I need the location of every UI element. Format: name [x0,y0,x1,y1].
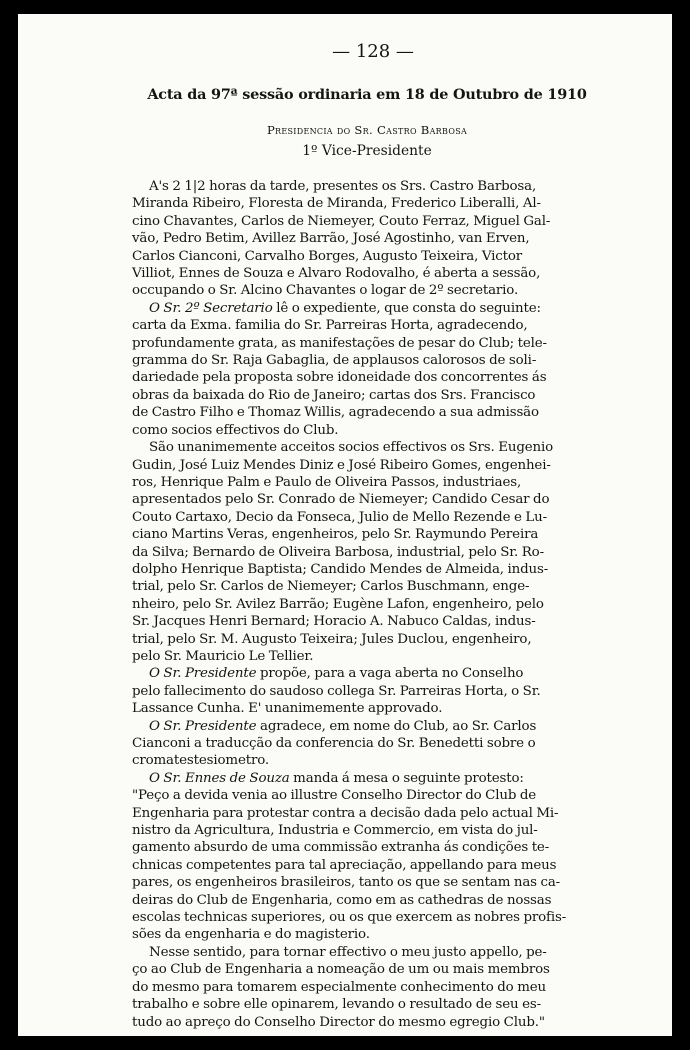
text-segment: gamento absurdo de uma commissão extranha ás condições te- [132,840,550,856]
text-segment: Carlos Cianconi, Carvalho Borges, Augusto Teixeira, Victor [132,248,522,264]
text-segment: dariedade pela proposta sobre idoneidade dos concorrentes ás [132,370,547,386]
text-segment: Engenharia para protestar contra a decisão dada pelo actual Mi- [132,805,559,821]
text-line [132,439,602,456]
minutes-body [132,178,602,1031]
text-line [132,996,602,1013]
text-segment: de Castro Filho e Thomaz Willis, agradecendo a sua admissão [132,405,539,421]
text-segment: Lassance Cunha. E' unanimemente approvado. [132,701,443,717]
text-segment: vão, Pedro Betim, Avillez Barrão, José Agostinho, van Erven, [132,231,530,247]
text-line [132,770,602,787]
text-line [132,665,602,682]
text-line [132,613,602,630]
text-line [132,491,602,508]
text-line [132,265,602,282]
text-segment: Couto Cartaxo, Decio da Fonseca, Julio de Mello Rezende e Lu- [132,509,547,525]
text-line [132,961,602,978]
minutes-title: Acta da 97ª sessão ordinaria em 18 de Outubro de 1910 [147,86,587,103]
text-segment: trial, pelo Sr. Carlos de Niemeyer; Carlos Buschmann, enge- [132,579,530,595]
text-line [132,369,602,386]
text-line [132,822,602,839]
speaker-name: O Sr. Presidente [149,666,257,682]
text-segment: como socios effectivos do Club. [132,422,339,438]
text-segment: Nesse sentido, para tornar effectivo o meu justo appello, pe- [149,944,547,960]
text-segment: ros, Henrique Palm e Paulo de Oliveira Passos, industriaes, [132,474,522,490]
text-line [132,631,602,648]
text-line [132,195,602,212]
text-line [132,213,602,230]
text-line [132,944,602,961]
text-segment: gramma do Sr. Raja Gabaglia, de applausos calorosos de soli- [132,353,537,369]
text-line [132,526,602,543]
text-line [132,300,602,317]
text-segment: trabalho e sobre elle opinarem, levando o resultado de seu es- [132,997,541,1013]
text-segment: dolpho Henrique Baptista; Candido Mendes de Almeida, indus- [132,561,549,577]
text-line [132,474,602,491]
speaker-name: O Sr. Presidente [149,718,257,734]
text-segment: nheiro, pelo Sr. Avilez Barrão; Eugène Lafon, engenheiro, pelo [132,596,544,612]
text-line [132,248,602,265]
text-segment: escolas technicas superiores, ou os que exercem as nobres profis- [132,910,567,926]
text-line [132,805,602,822]
text-line [132,892,602,909]
text-line [132,509,602,526]
speaker-name: O Sr. 2º Secretario [149,300,273,316]
text-segment: Villiot, Ennes de Souza e Alvaro Rodovalho, é aberta a sessão, [132,266,541,282]
text-segment: A's 2 1|2 horas da tarde, presentes os Srs. Castro Barbosa, [149,179,537,194]
text-segment: Gudin, José Luiz Mendes Diniz e José Ribeiro Gomes, engenhei- [132,457,551,473]
text-segment: agradece, em nome do Club, ao Sr. Carlos [256,718,537,734]
text-segment: chnicas competentes para tal apreciação, appellando para meus [132,857,557,873]
text-line [132,317,602,334]
text-segment: Cianconi a traducção da conferencia do Sr. Benedetti sobre o [132,736,536,751]
text-segment: trial, pelo Sr. M. Augusto Teixeira; Jules Duclou, engenheiro, [132,631,532,647]
text-line [132,457,602,474]
text-line [132,787,602,804]
text-line [132,178,602,195]
text-segment: profundamente grata, as manifestações de pesar do Club; tele- [132,335,547,351]
text-segment: nistro da Agricultura, Industria e Commercio, em vista do jul- [132,823,538,839]
text-block [132,42,602,1031]
text-segment: occupando o Sr. Alcino Chavantes o logar de 2º secretario. [132,283,519,299]
text-segment: tudo ao apreço do Conselho Director do mesmo egregio Club." [132,1014,545,1030]
text-line [132,230,602,247]
text-segment: cino Chavantes, Carlos de Niemeyer, Couto Ferraz, Miguel Gal- [132,213,551,229]
text-line [132,404,602,421]
presidency-line: Presidencia do Sr. Castro Barbosa [266,123,468,137]
text-segment: lê o expediente, que consta do seguinte: [272,300,541,316]
text-line [132,387,602,404]
text-line [132,839,602,856]
vice-president-line: 1º Vice-Presidente [302,143,432,159]
text-segment: do mesmo para tomarem especialmente conhecimento do meu [132,979,546,995]
text-line [132,909,602,926]
speaker-name: O Sr. Ennes de Souza [149,770,290,786]
text-segment: cromatestesiometro. [132,753,269,769]
text-line [132,544,602,561]
text-segment: sões da engenharia e do magisterio. [132,927,370,943]
text-segment: pelo Sr. Mauricio Le Tellier. [132,648,314,664]
text-segment: Miranda Ribeiro, Floresta de Miranda, Frederico Liberalli, Al- [132,196,541,212]
text-segment: São unanimemente acceitos socios effectivos os Srs. Eugenio [149,440,554,456]
text-line [132,735,602,752]
text-segment: obras da baixada do Rio de Janeiro; cartas dos Srs. Francisco [132,387,536,403]
text-line [132,718,602,735]
text-segment: Sr. Jacques Henri Bernard; Horacio A. Nabuco Caldas, indus- [132,614,536,630]
text-line [132,700,602,717]
document-page [18,14,672,1036]
text-line [132,1014,602,1031]
text-line [132,282,602,299]
text-segment: propõe, para a vaga aberta no Conselho [256,666,524,682]
text-line [132,596,602,613]
text-segment: manda á mesa o seguinte protesto: [289,770,524,786]
text-line [132,648,602,665]
text-line [132,335,602,352]
text-segment: deiras do Club de Engenharia, como em as cathedras de nossas [132,892,552,908]
text-line [132,857,602,874]
text-line [132,561,602,578]
text-line [132,979,602,996]
text-segment: pelo fallecimento do saudoso collega Sr. Parreiras Horta, o Sr. [132,683,541,699]
text-line [132,926,602,943]
text-line [132,683,602,700]
text-segment: ço ao Club de Engenharia a nomeação de um ou mais membros [132,962,550,978]
text-segment: "Peço a devida venia ao illustre Conselho Director do Club de [132,788,537,804]
text-line [132,874,602,891]
text-segment: da Silva; Bernardo de Oliveira Barbosa, industrial, pelo Sr. Ro- [132,544,544,560]
text-segment: ciano Martins Veras, engenheiros, pelo Sr. Raymundo Pereira [132,527,539,543]
text-segment: pares, os engenheiros brasileiros, tanto os que se sentam nas ca- [132,875,561,891]
text-line [132,422,602,439]
text-line [132,352,602,369]
text-segment: carta da Exma. familia do Sr. Parreiras Horta, agradecendo, [132,318,528,334]
page-number: — 128 — [332,41,414,62]
text-line [132,578,602,595]
text-line [132,752,602,769]
text-segment: apresentados pelo Sr. Conrado de Niemeyer; Candido Cesar do [132,492,550,508]
